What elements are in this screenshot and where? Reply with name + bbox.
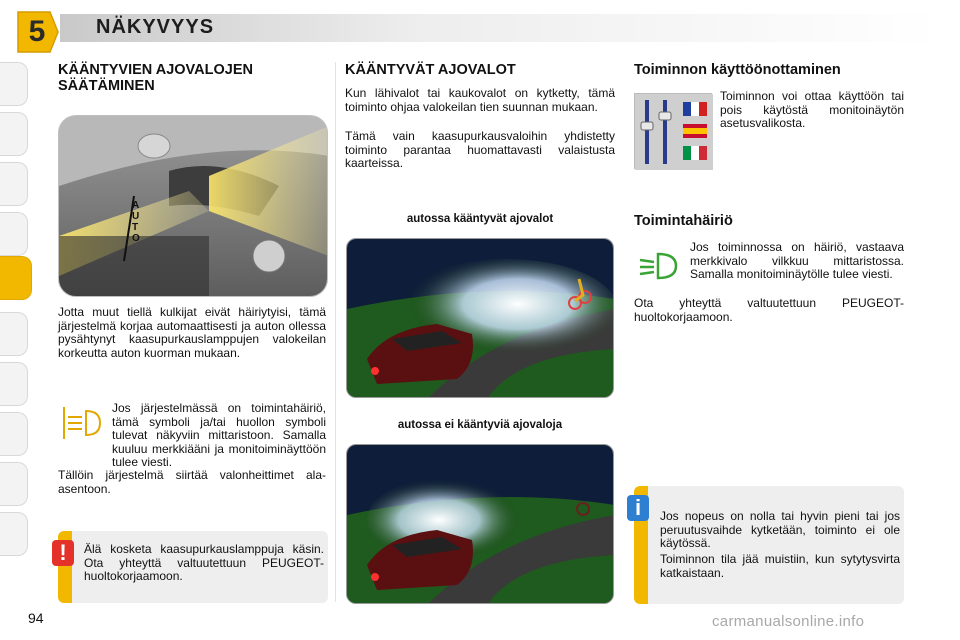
- sliders-flags-icon: [635, 94, 713, 170]
- warning-box: [58, 531, 328, 603]
- right-paragraph-3: Ota yhteyttä valtuutettuun PEUGEOT-huoltokorjaamoon.: [634, 296, 904, 324]
- side-tab: [0, 62, 28, 106]
- side-tab: [0, 512, 28, 556]
- side-tab: [0, 362, 28, 406]
- headlamp-photo: [58, 115, 328, 297]
- middle-paragraph-1: Kun lähivalot tai kaukovalot on kytketty, tämä toiminto ohjaa valokeilan tien suunnan mukaan.: [345, 86, 615, 114]
- caption-fixed: autossa ei kääntyviä ajovaloja: [397, 419, 563, 431]
- info-text-2: Toiminnon tila jää muistiin, kun sytytysvirta katkaistaan.: [660, 552, 900, 580]
- side-tab: [0, 162, 28, 206]
- night-road-photo-directional: [346, 238, 614, 398]
- chapter-side-tabs: [0, 60, 34, 580]
- settings-menu-image: [634, 93, 712, 169]
- column-divider: [335, 62, 336, 602]
- middle-paragraph-2: Tämä vain kaasupurkausvaloihin yhdistetty toiminto parantaa huomattavasti valaistusta kaarteissa.: [345, 129, 615, 170]
- right-heading-activation: Toiminnon käyttöönottaminen: [634, 62, 841, 78]
- watermark: carmanualsonline.info: [712, 613, 865, 630]
- warning-text: Älä kosketa kaasupurkauslamppuja käsin. Ota yhteyttä valtuutettuun PEUGEOT-huoltokorjaamoon.: [84, 542, 324, 583]
- info-icon: i: [627, 495, 649, 521]
- right-paragraph-2: Jos toiminnossa on häiriö, vastaava merkkivalo vilkkuu mittaristossa. Samalla monitoiminäytölle tulee viesti.: [690, 240, 904, 281]
- headlamp-leveling-warning-icon: [60, 403, 104, 443]
- right-paragraph-1: Toiminnon voi ottaa käyttöön tai pois käytöstä monitoinäytön asetusvalikosta.: [720, 89, 904, 130]
- chapter-title: NÄKYVYYS: [96, 16, 215, 38]
- left-paragraph-1: Jotta muut tiellä kulkijat eivät häiriytyisi, tämä järjestelmä korjaa automaattisesti ja auton ollessa pysähtynyt kaasupurkauslamppujen valokeilan korkeutta auton kuorman mukaan.: [58, 305, 326, 360]
- side-tab: [0, 412, 28, 456]
- info-box: [634, 486, 904, 604]
- directional-headlamp-indicator-icon: [636, 250, 680, 282]
- side-tab: [0, 112, 28, 156]
- middle-heading: KÄÄNTYVÄT AJOVALOT: [345, 62, 516, 78]
- side-tab: [0, 312, 28, 356]
- fixed-lights-illustration: [347, 445, 614, 604]
- left-heading: KÄÄNTYVIEN AJOVALOJEN SÄÄTÄMINEN: [58, 62, 253, 94]
- left-paragraph-3: Tällöin järjestelmä siirtää valonheittimet ala-asentoon.: [58, 468, 326, 496]
- auto-vertical-label: AUTO: [132, 200, 140, 244]
- right-heading-malfunction: Toimintahäiriö: [634, 213, 733, 229]
- info-text-1: Jos nopeus on nolla tai hyvin pieni tai jos peruutusvaihde kytketään, toiminto ei ole käytössä.: [660, 509, 900, 550]
- car-front-illustration: [59, 116, 328, 297]
- side-tab: [0, 212, 28, 256]
- directional-lights-illustration: [347, 239, 614, 398]
- side-tab-active: [0, 256, 32, 300]
- left-paragraph-2a: Jos järjestelmässä on toimintahäiriö, tämä symboli ja/tai huollon symboli tulevat näkyviin mittaristoon. Samalla kuuluu merkkiääni ja monitoiminäyttöön tulee viesti.: [112, 401, 326, 469]
- chapter-badge: [14, 10, 60, 54]
- chapter-number: 5: [28, 15, 46, 48]
- night-road-photo-fixed: [346, 444, 614, 604]
- page-number: 94: [28, 610, 44, 626]
- caption-directional: autossa kääntyvät ajovalot: [406, 213, 554, 225]
- warning-icon: !: [52, 540, 74, 566]
- side-tab: [0, 462, 28, 506]
